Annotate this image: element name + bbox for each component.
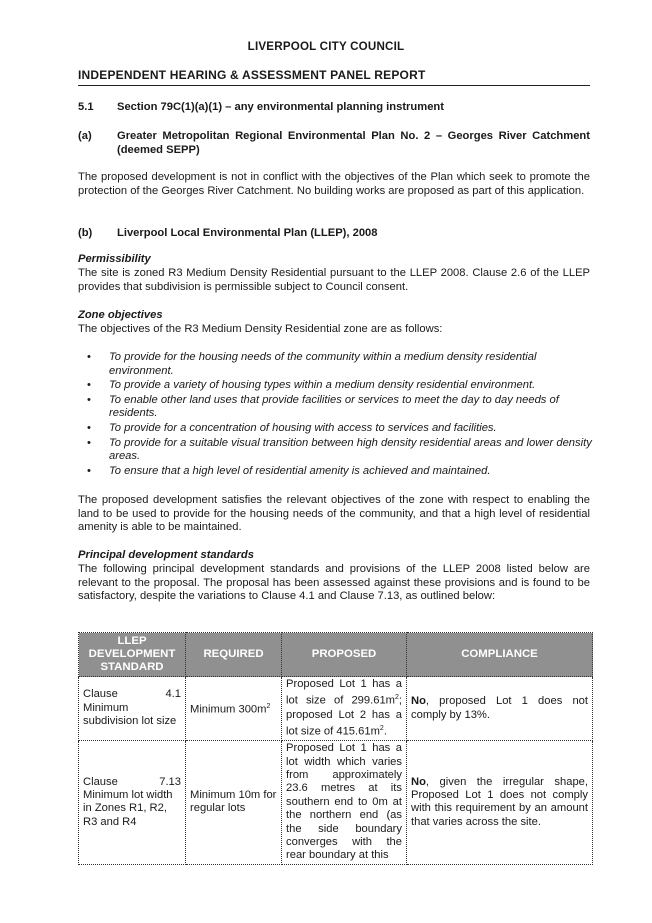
table-row [79,741,593,865]
zone-objectives-conclusion: The proposed development satisfies the relevant objectives of the zone with respect to enabling the land to be used to provide for the housing needs of the community, and that a high level of residential amenity is able to be maintained. [78,494,590,534]
zone-objectives-heading: Zone objectives [78,309,163,321]
organisation-name: LIVERPOOL CITY COUNCIL [247,40,405,53]
sub-b-title: Liverpool Local Environmental Plan (LLEP), 2008 [117,227,378,239]
cell-compliance: No, given the irregular shape, Proposed Lot 1 does not comply with this requirement by an amount that varies across the site. [407,741,593,865]
principal-standards-body: The following principal development standards and provisions of the LLEP 2008 listed below are relevant to the proposal. The proposal has been assessed against these provisions and is found to be satisfactory, despite the variations to Clause 4.1 and Clause 7.13, as outlined below: [78,563,590,603]
sub-b-letter: (b) [78,227,93,239]
bullet-icon: • [87,379,91,392]
cell-proposed: Proposed Lot 1 has a lot width which varies from approximately 23.6 metres at its southern end to 0m at the northern end (as the side boundary converges with the rear boundary at this [282,741,407,865]
header-standard: LLEP DEVELOPMENT STANDARD [79,633,186,677]
bullet-icon: • [87,393,91,406]
bullet-icon: • [87,464,91,477]
bullet-icon: • [87,351,91,363]
list-item: • To provide for a suitable visual transition between high density residential areas and lower density areas. [87,436,592,463]
zone-objectives-list [78,351,592,479]
cell-standard: Clause 4.1 Minimum subdivision lot size [79,677,186,741]
cell-compliance: No, proposed Lot 1 does not comply by 13%. [407,677,593,741]
list-item: • To provide a variety of housing types within a medium density residential environment. [87,379,536,392]
list-item: • To provide for the housing needs of the community within a medium density residential environment. [87,351,537,377]
title-divider [78,85,590,86]
section-title: Section 79C(1)(a)(1) – any environmental planning instrument [117,101,444,113]
list-item: • To ensure that a high level of residential amenity is achieved and maintained. [87,464,491,477]
cell-standard: Clause 7.13 Minimum lot width in Zones R1, R2, R3 and R4 [79,741,186,865]
header-compliance: COMPLIANCE [407,633,593,677]
principal-standards-heading: Principal development standards [78,549,254,561]
sub-a-title: Greater Metropolitan Regional Environmental Plan No. 2 – Georges River Catchment (deemed SEPP) [117,130,590,156]
table-row [79,677,593,741]
sub-a-letter: (a) [78,130,92,142]
list-item: • To provide for a concentration of housing with access to services and facilities. [87,421,497,434]
permissibility-heading: Permissibility [78,253,151,265]
development-standards-table [78,632,593,865]
bullet-icon: • [87,436,91,449]
permissibility-body: The site is zoned R3 Medium Density Residential pursuant to the LLEP 2008. Clause 2.6 of the LLEP provides that subdivision is permissible subject to Council consent. [78,267,590,293]
list-item: • To enable other land uses that provide facilities or services to meet the day to day needs of residents. [87,393,559,420]
cell-required: Minimum 10m for regular lots [186,741,282,865]
header-proposed: PROPOSED [282,633,407,677]
header-required: REQUIRED [186,633,282,677]
zone-objectives-intro: The objectives of the R3 Medium Density Residential zone are as follows: [78,323,443,335]
table-header-row [79,633,593,677]
bullet-icon: • [87,421,91,434]
section-number: 5.1 [78,101,94,113]
cell-required: Minimum $300m^2$ [186,677,282,741]
report-title: INDEPENDENT HEARING & ASSESSMENT PANEL REPORT [78,68,426,82]
sub-a-body: The proposed development is not in conflict with the objectives of the Plan which seek to promote the protection of the Georges River Catchment. No building works are proposed as part of this application. [78,171,590,197]
cell-proposed: Proposed Lot 1 has a lot size of $299.61m^2$; proposed Lot 2 has a lot size of $415.61m^2$. [282,677,407,741]
